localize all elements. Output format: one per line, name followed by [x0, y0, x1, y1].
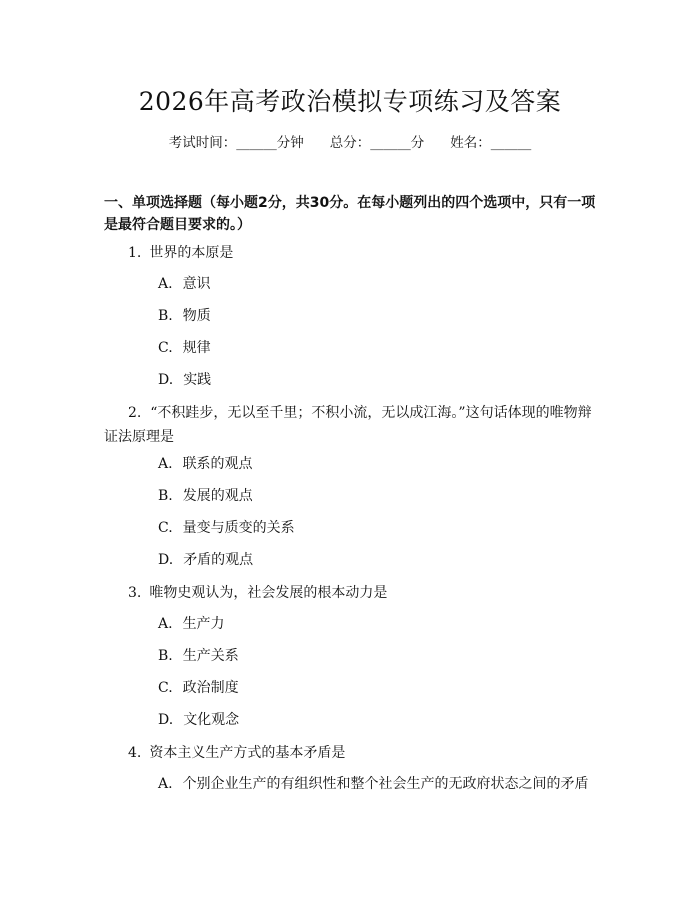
- option-text: 政治制度: [182, 680, 239, 696]
- option-text: 文化观念: [183, 712, 240, 728]
- option-text: 生产力: [182, 616, 225, 632]
- option-letter: B.: [158, 648, 173, 664]
- question-2-option-c: [158, 518, 608, 538]
- option-text: 实践: [183, 372, 212, 388]
- question-3-option-a: [158, 614, 608, 634]
- question-2: [104, 401, 600, 449]
- question-2-option-b: [158, 486, 608, 506]
- exam-time-field: 考试时间：______分钟: [168, 135, 304, 151]
- option-text: 发展的观点: [182, 488, 253, 504]
- question-1-option-c: [158, 338, 608, 358]
- question-3-option-b: [158, 646, 608, 666]
- question-1: [128, 241, 598, 265]
- document-title: 2026年高考政治模拟专项练习及答案: [138, 87, 562, 116]
- question-1-option-a: [158, 274, 608, 294]
- question-number: 1.: [128, 245, 142, 261]
- option-letter: B.: [158, 488, 173, 504]
- option-text: 物质: [182, 308, 211, 324]
- exam-meta-line: [0, 131, 700, 151]
- option-text: 量变与质变的关系: [182, 520, 295, 536]
- question-number: 4.: [128, 745, 142, 761]
- question-stem: 唯物史观认为，社会发展的根本动力是: [149, 585, 388, 601]
- option-letter: A.: [158, 276, 173, 292]
- question-1-option-d: [158, 370, 608, 390]
- option-text: 规律: [182, 340, 211, 356]
- question-stem: “不积跬步，无以至千里；不积小流，无以成江海。”这句话体现的唯物辩证法原理是: [104, 405, 592, 445]
- option-letter: D.: [158, 552, 174, 568]
- option-letter: C.: [158, 520, 173, 536]
- option-letter: D.: [158, 372, 174, 388]
- question-3: [128, 581, 598, 605]
- question-4-option-a: [158, 774, 608, 794]
- question-number: 3.: [128, 585, 142, 601]
- question-stem: 世界的本原是: [149, 245, 234, 261]
- total-score-field: 总分：______分: [329, 135, 425, 151]
- question-4: [128, 741, 598, 765]
- option-letter: A.: [158, 776, 173, 792]
- section-heading: 一、单项选择题（每小题2分，共30分。在每小题列出的四个选项中，只有一项是最符合题目要求的。）: [104, 195, 596, 233]
- question-2-option-a: [158, 454, 608, 474]
- option-text: 生产关系: [182, 648, 239, 664]
- option-letter: C.: [158, 340, 173, 356]
- question-stem: 资本主义生产方式的基本矛盾是: [149, 745, 346, 761]
- option-letter: D.: [158, 712, 174, 728]
- option-text: 矛盾的观点: [183, 552, 254, 568]
- question-3-option-d: [158, 710, 608, 730]
- option-letter: B.: [158, 308, 173, 324]
- option-text: 个别企业生产的有组织性和整个社会生产的无政府状态之间的矛盾: [182, 776, 589, 792]
- option-letter: A.: [158, 616, 173, 632]
- question-number: 2.: [128, 405, 142, 421]
- option-letter: A.: [158, 456, 173, 472]
- option-text: 意识: [182, 276, 211, 292]
- option-letter: C.: [158, 680, 173, 696]
- option-text: 联系的观点: [182, 456, 253, 472]
- question-1-option-b: [158, 306, 608, 326]
- question-2-option-d: [158, 550, 608, 570]
- question-3-option-c: [158, 678, 608, 698]
- student-name-field: 姓名：______: [450, 135, 532, 151]
